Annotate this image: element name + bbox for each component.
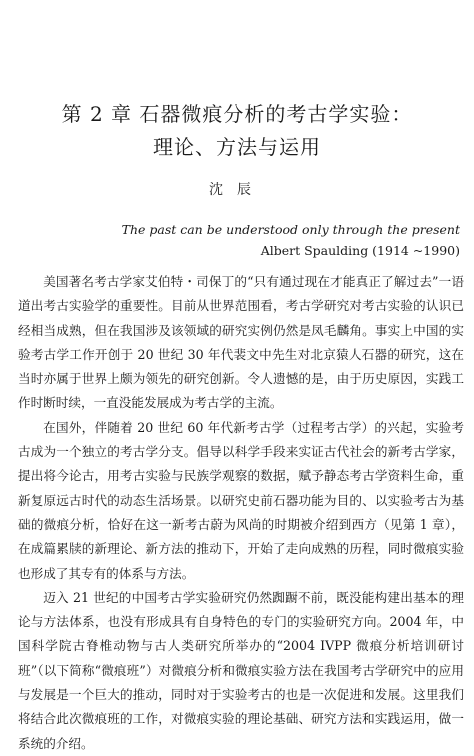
- chapter-title-line2: 理论、方法与运用: [153, 135, 321, 159]
- paragraph: 美国著名考古学家艾伯特・司保丁的“只有通过现在才能真正了解过去”一语道出考古实验学的重要性。目前从世界范围看，考古学研究对考古实验的认识已经相当成熟，但在我国涉及该领域的研究实例仍然是凤毛麟角。事实上中国的实验考古学工作开创于 20 世纪 30 年代裴文中先生对北京猿人石器的研究，这在当时亦属于世界上颇为领先的研究创新。令人遗憾的是，由于历史原因，实践工作时断时续，一直没能发展成为考古学的主流。: [18, 274, 464, 411]
- author-name: 沈辰: [209, 182, 265, 198]
- paragraph: 迈入 21 世纪的中国考古学实验研究仍然踟蹰不前，既没能构建出基本的理论与方法体系，也没有形成具有自身特色的专门的实验研究方向。2004 年，中国科学院古脊椎动物与古人类研究所举办的“2004 IVPP 微痕分析培训研讨班”（以下简称“微痕班”）对微痕分析和微痕实验方法在我国考古学研究中的应用与发展是一个巨大的推动，同时对于实验考古的也是一次促进和发展。这里我们将结合此次微痕班的工作，对微痕实验的理论基础、研究方法和实践运用，做一系统的介绍。: [18, 589, 464, 751]
- chapter-title-line1: 第 2 章 石器微痕分析的考古学实验：: [61, 102, 413, 126]
- epigraph-quote: The past can be understood only through the present: [121, 222, 460, 237]
- body-text: [18, 270, 464, 756]
- paragraph: 在国外，伴随着 20 世纪 60 年代新考古学（过程考古学）的兴起，实验考古成为一个独立的考古学分支。倡导以科学手段来实证古代社会的新考古学家，提出将今论古，用考古实验与民族学观察的数据，赋予静态考古学资料生命，重新复原远古时代的动态生活场景。以研究史前石器功能为目的、以实验考古为基础的微痕分析，恰好在这一新考古蔚为风尚的时期被介绍到西方（见第 1 章），在成篇累牍的新理论、新方法的推动下，开始了走向成熟的历程，同时微痕实验也形成了其专有的体系与方法。: [18, 419, 464, 581]
- epigraph-attribution: Albert Spaulding (1914 ~1990): [260, 243, 460, 258]
